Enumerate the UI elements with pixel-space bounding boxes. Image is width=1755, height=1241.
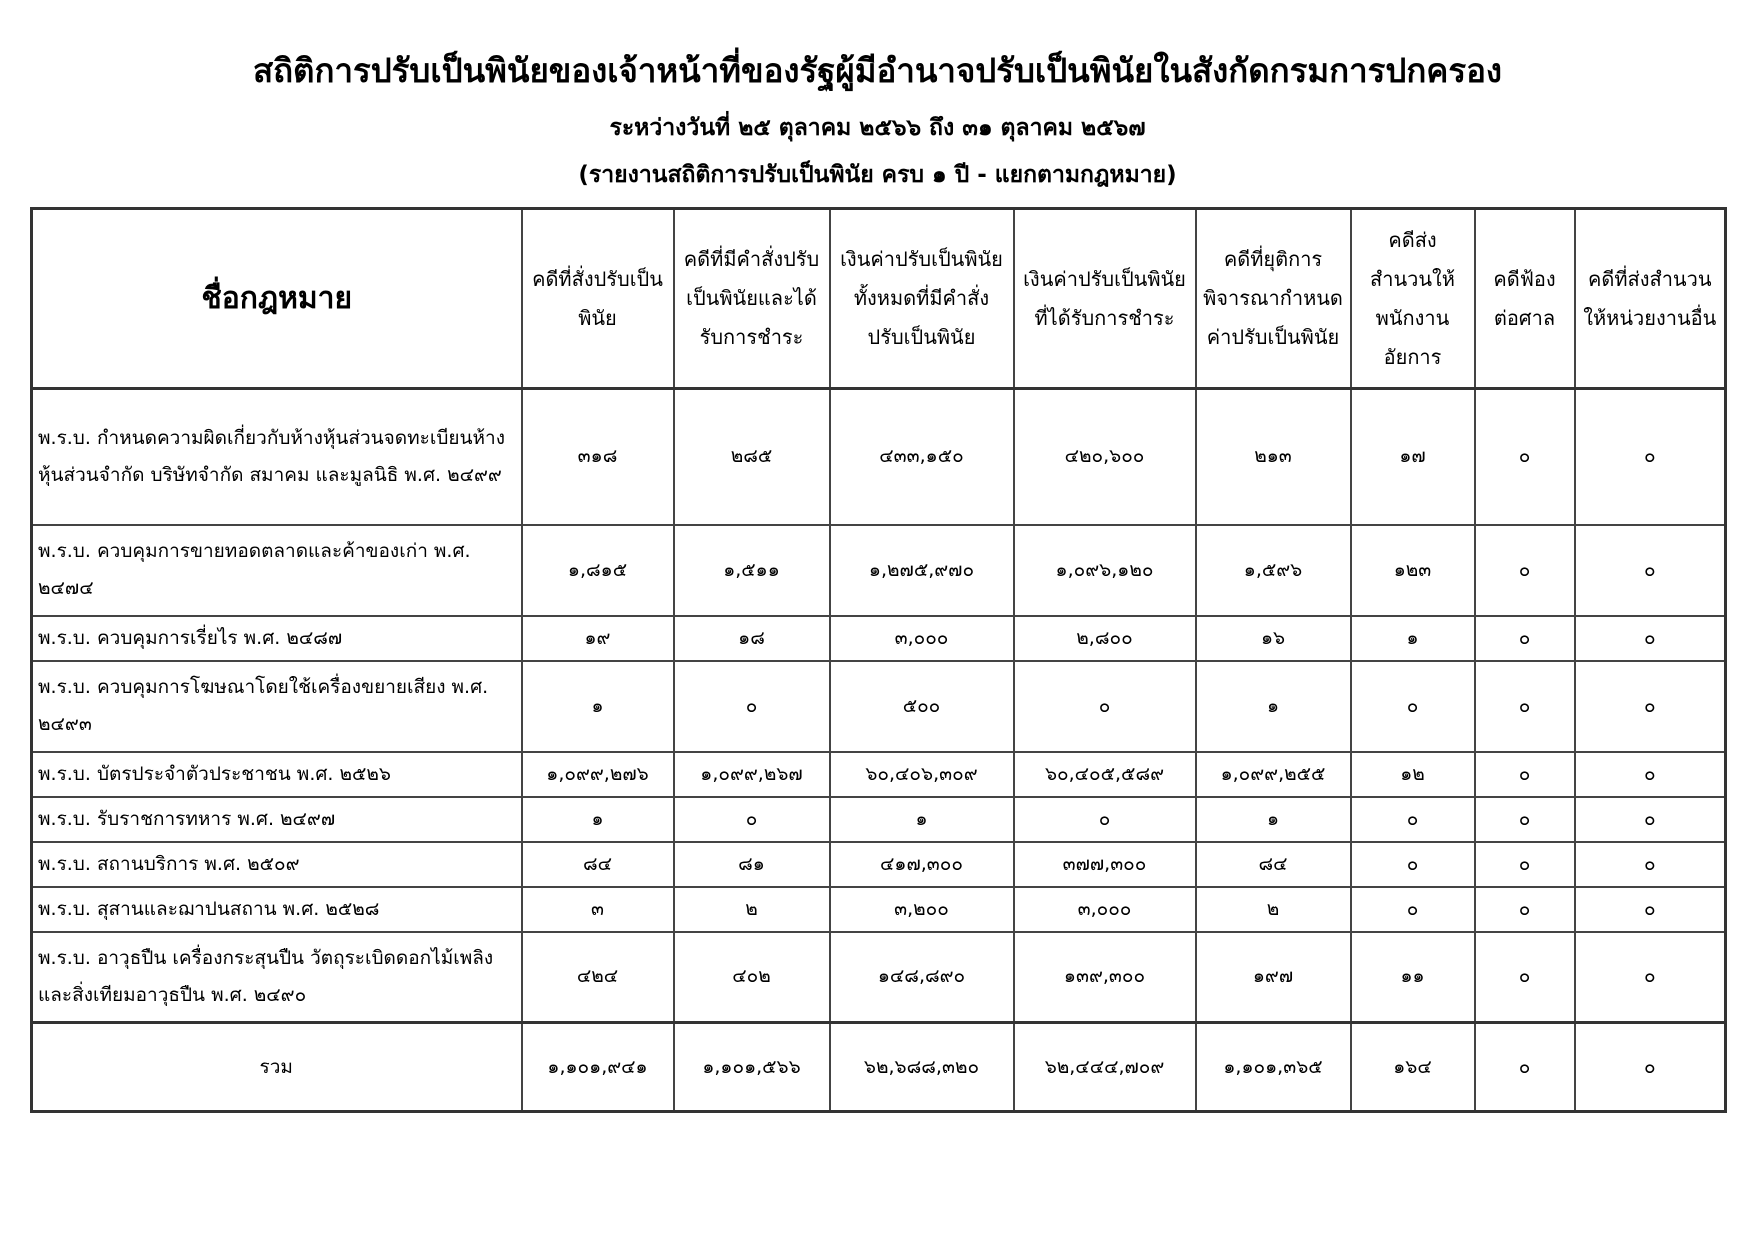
cases-fined-cell: ๓๑๘ xyxy=(522,389,674,525)
paid-fine-amount-cell: ๐ xyxy=(1014,661,1196,752)
law-name-cell: พ.ร.บ. สุสานและฌาปนสถาน พ.ศ. ๒๕๒๘ xyxy=(32,887,522,932)
total-paid-amount-sum-cell: ๖๒,๔๔๔,๗๐๙ xyxy=(1014,1023,1196,1112)
table-row xyxy=(32,616,1726,661)
cases-to-other-agency-cell: ๐ xyxy=(1575,932,1726,1023)
cases-to-court-cell: ๐ xyxy=(1475,932,1575,1023)
total-cases-terminated-cell: ๑,๑๐๑,๓๖๕ xyxy=(1196,1023,1351,1112)
total-fine-amount-cell: ๓,๐๐๐ xyxy=(830,616,1014,661)
cases-terminated-cell: ๑,๐๙๙,๒๕๕ xyxy=(1196,752,1351,797)
cases-paid-cell: ๑,๐๙๙,๒๖๗ xyxy=(674,752,830,797)
cases-to-other-agency-cell: ๐ xyxy=(1575,752,1726,797)
paid-fine-amount-cell: ๓,๐๐๐ xyxy=(1014,887,1196,932)
cases-terminated-cell: ๘๔ xyxy=(1196,842,1351,887)
cases-paid-cell: ๒ xyxy=(674,887,830,932)
cases-paid-cell: ๐ xyxy=(674,797,830,842)
cases-to-prosecutor-cell: ๑๒๓ xyxy=(1351,525,1475,616)
paid-fine-amount-cell: ๐ xyxy=(1014,797,1196,842)
total-cases-fined-cell: ๑,๑๐๑,๙๔๑ xyxy=(522,1023,674,1112)
cases-paid-cell: ๑๘ xyxy=(674,616,830,661)
law-name-cell: พ.ร.บ. ควบคุมการเรี่ยไร พ.ศ. ๒๔๘๗ xyxy=(32,616,522,661)
cases-to-other-agency-cell: ๐ xyxy=(1575,661,1726,752)
total-fine-amount-cell: ๑๔๘,๘๙๐ xyxy=(830,932,1014,1023)
column-header-cases-fined: คดีที่สั่งปรับเป็นพินัย xyxy=(522,209,674,389)
cases-terminated-cell: ๑ xyxy=(1196,661,1351,752)
cases-to-other-agency-cell: ๐ xyxy=(1575,525,1726,616)
cases-terminated-cell: ๒๑๓ xyxy=(1196,389,1351,525)
paid-fine-amount-cell: ๑๓๙,๓๐๐ xyxy=(1014,932,1196,1023)
cases-terminated-cell: ๑,๕๙๖ xyxy=(1196,525,1351,616)
cases-fined-cell: ๓ xyxy=(522,887,674,932)
cases-fined-cell: ๑,๐๙๙,๒๗๖ xyxy=(522,752,674,797)
cases-to-other-agency-cell: ๐ xyxy=(1575,842,1726,887)
table-row xyxy=(32,661,1726,752)
total-fine-amount-cell: ๔๓๓,๑๕๐ xyxy=(830,389,1014,525)
paid-fine-amount-cell: ๑,๐๙๖,๑๒๐ xyxy=(1014,525,1196,616)
cases-to-court-cell: ๐ xyxy=(1475,616,1575,661)
report-header xyxy=(0,38,1755,198)
total-fine-amount-cell: ๔๑๗,๓๐๐ xyxy=(830,842,1014,887)
cases-terminated-cell: ๑๙๗ xyxy=(1196,932,1351,1023)
table-row xyxy=(32,752,1726,797)
total-cases-to-prosecutor-cell: ๑๖๔ xyxy=(1351,1023,1475,1112)
report-period: ระหว่างวันที่ ๒๕ ตุลาคม ๒๕๖๖ ถึง ๓๑ ตุลาคม ๒๕๖๗ xyxy=(609,115,1146,141)
law-name-cell: พ.ร.บ. รับราชการทหาร พ.ศ. ๒๔๙๗ xyxy=(32,797,522,842)
cases-to-court-cell: ๐ xyxy=(1475,525,1575,616)
cases-to-court-cell: ๐ xyxy=(1475,797,1575,842)
cases-to-prosecutor-cell: ๐ xyxy=(1351,887,1475,932)
cases-to-prosecutor-cell: ๐ xyxy=(1351,661,1475,752)
law-name-cell: พ.ร.บ. สถานบริการ พ.ศ. ๒๕๐๙ xyxy=(32,842,522,887)
cases-fined-cell: ๑ xyxy=(522,797,674,842)
cases-to-prosecutor-cell: ๑๒ xyxy=(1351,752,1475,797)
table-row xyxy=(32,842,1726,887)
cases-to-other-agency-cell: ๐ xyxy=(1575,389,1726,525)
cases-to-court-cell: ๐ xyxy=(1475,661,1575,752)
column-header-paid-fine-amount: เงินค่าปรับเป็นพินัยที่ได้รับการชำระ xyxy=(1014,209,1196,389)
total-row xyxy=(32,1023,1726,1112)
cases-to-court-cell: ๐ xyxy=(1475,389,1575,525)
column-header-cases-paid: คดีที่มีคำสั่งปรับเป็นพินัยและได้รับการชำระ xyxy=(674,209,830,389)
total-fine-amount-cell: ๓,๒๐๐ xyxy=(830,887,1014,932)
cases-paid-cell: ๐ xyxy=(674,661,830,752)
table-row xyxy=(32,389,1726,525)
column-header-cases-to-prosecutor: คดีส่งสำนวนให้พนักงานอัยการ xyxy=(1351,209,1475,389)
cases-fined-cell: ๑ xyxy=(522,661,674,752)
table-row xyxy=(32,887,1726,932)
law-name-cell: พ.ร.บ. ควบคุมการขายทอดตลาดและค้าของเก่า พ.ศ. ๒๔๗๔ xyxy=(32,525,522,616)
total-fine-amount-sum-cell: ๖๒,๖๘๘,๓๒๐ xyxy=(830,1023,1014,1112)
paid-fine-amount-cell: ๓๗๗,๓๐๐ xyxy=(1014,842,1196,887)
table-row xyxy=(32,525,1726,616)
total-cases-paid-cell: ๑,๑๐๑,๕๖๖ xyxy=(674,1023,830,1112)
total-cases-to-court-cell: ๐ xyxy=(1475,1023,1575,1112)
column-header-cases-to-court: คดีฟ้องต่อศาล xyxy=(1475,209,1575,389)
column-header-law-name: ชื่อกฎหมาย xyxy=(32,209,522,389)
cases-fined-cell: ๘๔ xyxy=(522,842,674,887)
cases-paid-cell: ๑,๕๑๑ xyxy=(674,525,830,616)
cases-to-other-agency-cell: ๐ xyxy=(1575,797,1726,842)
total-fine-amount-cell: ๑,๒๗๕,๙๗๐ xyxy=(830,525,1014,616)
table-row xyxy=(32,797,1726,842)
column-header-cases-to-other-agency: คดีที่ส่งสำนวนให้หน่วยงานอื่น xyxy=(1575,209,1726,389)
total-fine-amount-cell: ๖๐,๔๐๖,๓๐๙ xyxy=(830,752,1014,797)
cases-to-prosecutor-cell: ๐ xyxy=(1351,842,1475,887)
total-fine-amount-cell: ๕๐๐ xyxy=(830,661,1014,752)
cases-terminated-cell: ๑๖ xyxy=(1196,616,1351,661)
cases-to-prosecutor-cell: ๑๑ xyxy=(1351,932,1475,1023)
cases-to-prosecutor-cell: ๐ xyxy=(1351,797,1475,842)
report-title: สถิติการปรับเป็นพินัยของเจ้าหน้าที่ของรัฐผู้มีอำนาจปรับเป็นพินัยในสังกัดกรมการปกครอง xyxy=(252,51,1503,90)
paid-fine-amount-cell: ๔๒๐,๖๐๐ xyxy=(1014,389,1196,525)
cases-paid-cell: ๘๑ xyxy=(674,842,830,887)
total-cases-to-other-agency-cell: ๐ xyxy=(1575,1023,1726,1112)
fine-statistics-table xyxy=(30,207,1727,1113)
law-name-cell: พ.ร.บ. กำหนดความผิดเกี่ยวกับห้างหุ้นส่วนจดทะเบียนห้างหุ้นส่วนจำกัด บริษัทจำกัด สมาคม และมูลนิธิ พ.ศ. ๒๔๙๙ xyxy=(32,389,522,525)
cases-to-court-cell: ๐ xyxy=(1475,842,1575,887)
cases-to-court-cell: ๐ xyxy=(1475,887,1575,932)
table-row xyxy=(32,932,1726,1023)
table-header-row xyxy=(32,209,1726,389)
law-name-cell: พ.ร.บ. อาวุธปืน เครื่องกระสุนปืน วัตถุระเบิดดอกไม้เพลิง และสิ่งเทียมอาวุธปืน พ.ศ. ๒๔๙๐ xyxy=(32,932,522,1023)
cases-fined-cell: ๑๙ xyxy=(522,616,674,661)
cases-paid-cell: ๒๘๕ xyxy=(674,389,830,525)
paid-fine-amount-cell: ๖๐,๔๐๕,๕๘๙ xyxy=(1014,752,1196,797)
cases-terminated-cell: ๒ xyxy=(1196,887,1351,932)
cases-paid-cell: ๔๐๒ xyxy=(674,932,830,1023)
paid-fine-amount-cell: ๒,๘๐๐ xyxy=(1014,616,1196,661)
column-header-cases-terminated: คดีที่ยุติการพิจารณากำหนดค่าปรับเป็นพินัย xyxy=(1196,209,1351,389)
cases-to-prosecutor-cell: ๑๗ xyxy=(1351,389,1475,525)
total-fine-amount-cell: ๑ xyxy=(830,797,1014,842)
cases-fined-cell: ๔๒๔ xyxy=(522,932,674,1023)
cases-terminated-cell: ๑ xyxy=(1196,797,1351,842)
total-label-cell: รวม xyxy=(32,1023,522,1112)
cases-fined-cell: ๑,๘๑๕ xyxy=(522,525,674,616)
cases-to-other-agency-cell: ๐ xyxy=(1575,887,1726,932)
report-note: (รายงานสถิติการปรับเป็นพินัย ครบ ๑ ปี - แยกตามกฎหมาย) xyxy=(578,162,1177,188)
cases-to-court-cell: ๐ xyxy=(1475,752,1575,797)
cases-to-prosecutor-cell: ๑ xyxy=(1351,616,1475,661)
cases-to-other-agency-cell: ๐ xyxy=(1575,616,1726,661)
column-header-total-fine-amount: เงินค่าปรับเป็นพินัยทั้งหมดที่มีคำสั่งปรับเป็นพินัย xyxy=(830,209,1014,389)
law-name-cell: พ.ร.บ. บัตรประจำตัวประชาชน พ.ศ. ๒๕๒๖ xyxy=(32,752,522,797)
law-name-cell: พ.ร.บ. ควบคุมการโฆษณาโดยใช้เครื่องขยายเสียง พ.ศ. ๒๔๙๓ xyxy=(32,661,522,752)
